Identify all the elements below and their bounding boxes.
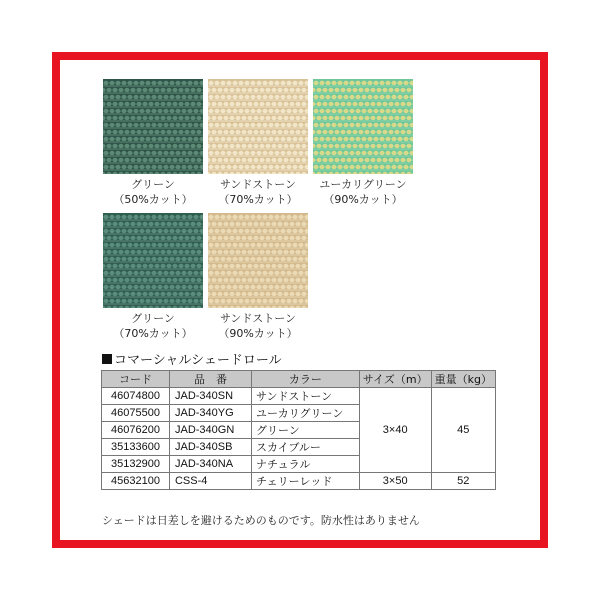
swatch-cut-rate: （90%カット） — [218, 327, 298, 340]
swatch-caption — [198, 311, 318, 341]
header-part: 品 番 — [169, 371, 251, 388]
swatch-cut-rate: （70%カット） — [113, 327, 193, 340]
swatch-color-name: ユーカリグリーン — [319, 178, 407, 191]
cell-size-group: 3×40 — [359, 388, 431, 473]
cell-weight-group: 45 — [431, 388, 495, 473]
cell-size: 3×50 — [359, 473, 431, 490]
cell-code: 46074800 — [102, 388, 170, 405]
swatch-cut-rate: （50%カット） — [113, 193, 193, 206]
header-size: サイズ（m） — [359, 371, 431, 388]
fabric-texture-icon — [208, 79, 308, 174]
section-title — [102, 349, 282, 368]
swatch-caption — [93, 177, 213, 207]
cell-color: サンドストーン — [252, 388, 360, 405]
black-square-icon — [102, 354, 112, 364]
swatch-color-name: グリーン — [131, 178, 175, 191]
cell-color: グリーン — [252, 422, 360, 439]
cell-color: チェリーレッド — [252, 473, 360, 490]
spec-table — [101, 370, 496, 490]
swatch-color-name: サンドストーン — [219, 312, 297, 325]
swatch-caption — [93, 311, 213, 341]
cell-part: JAD-340NA — [169, 456, 251, 473]
table-header-row — [102, 371, 496, 388]
cell-part: JAD-340GN — [169, 422, 251, 439]
fabric-texture-icon — [103, 79, 203, 174]
cell-part: JAD-340SN — [169, 388, 251, 405]
cell-code: 35133600 — [102, 439, 170, 456]
swatch-green-50 — [103, 79, 203, 174]
swatch-caption — [198, 177, 318, 207]
swatch-sandstone-70 — [208, 79, 308, 174]
cell-code: 46075500 — [102, 405, 170, 422]
cell-color: スカイブルー — [252, 439, 360, 456]
swatch-green-70 — [103, 213, 203, 308]
cell-color: ナチュラル — [252, 456, 360, 473]
cell-color: ユーカリグリーン — [252, 405, 360, 422]
cell-weight: 52 — [431, 473, 495, 490]
fabric-texture-icon — [103, 213, 203, 308]
header-weight: 重量（kg） — [431, 371, 495, 388]
swatch-eucalyptus-90 — [313, 79, 413, 174]
cell-code: 46076200 — [102, 422, 170, 439]
table-row — [102, 473, 496, 490]
cell-part: JAD-340SB — [169, 439, 251, 456]
header-code: コード — [102, 371, 170, 388]
swatch-color-name: サンドストーン — [219, 178, 297, 191]
disclaimer-note: シェードは日差しを避けるためのものです。防水性はありません — [102, 514, 420, 527]
cell-code: 45632100 — [102, 473, 170, 490]
fabric-texture-icon — [208, 213, 308, 308]
swatch-color-name: グリーン — [131, 312, 175, 325]
header-color: カラー — [252, 371, 360, 388]
table-row — [102, 388, 496, 405]
cell-part: CSS-4 — [169, 473, 251, 490]
swatch-sandstone-90 — [208, 213, 308, 308]
swatch-cut-rate: （90%カット） — [323, 193, 403, 206]
cell-part: JAD-340YG — [169, 405, 251, 422]
cell-code: 35132900 — [102, 456, 170, 473]
swatch-caption — [303, 177, 423, 207]
swatch-cut-rate: （70%カット） — [218, 193, 298, 206]
section-title-text: コマーシャルシェードロール — [114, 353, 282, 368]
fabric-texture-icon — [313, 79, 413, 174]
